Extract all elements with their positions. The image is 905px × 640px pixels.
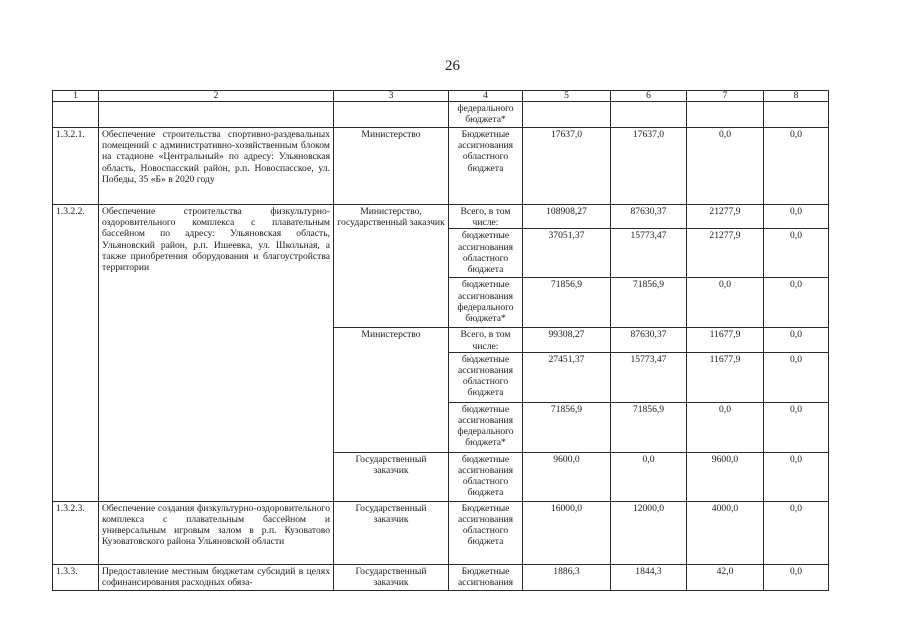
budget-table (52, 90, 829, 591)
cell-source: бюджетные ассигнования федерального бюджета* (449, 278, 523, 328)
cell-desc (99, 102, 334, 128)
cell-value: 21277,9 (687, 229, 764, 278)
cell-executor: Министерство (334, 128, 449, 205)
cell-value: 0,0 (764, 278, 829, 328)
column-header: 2 (99, 91, 334, 102)
cell-value: 0,0 (764, 564, 829, 590)
page-number: 26 (445, 58, 460, 74)
column-header: 5 (523, 91, 611, 102)
cell-value: 21277,9 (687, 205, 764, 229)
cell-num: 1.3.2.3. (53, 501, 99, 564)
table-row (53, 564, 829, 590)
cell-value: 0,0 (764, 205, 829, 229)
cell-desc: Обеспечение создания физкультурно-оздоровительного комплекса с плавательным бассейном и универсальным игровым залом в р.п. Кузоватово Кузоватовского района Ульяновской области (99, 501, 334, 564)
cell-executor: Министерство (334, 328, 449, 452)
cell-value: 87630,37 (611, 328, 687, 352)
cell-value: 0,0 (611, 452, 687, 501)
cell-source: Бюджетные ассигнования (449, 564, 523, 590)
cell-value: 17637,0 (611, 128, 687, 205)
cell-value: 71856,9 (611, 278, 687, 328)
cell-source: Всего, в том числе: (449, 205, 523, 229)
cell-value: 0,0 (764, 328, 829, 352)
cell-value: 0,0 (764, 352, 829, 402)
cell-value: 9600,0 (687, 452, 764, 501)
column-header: 8 (764, 91, 829, 102)
cell-source: бюджетные ассигнования федерального бюджета* (449, 402, 523, 452)
cell-num: 1.3.3. (53, 564, 99, 590)
cell-source: бюджетные ассигнования областного бюджета (449, 352, 523, 402)
cell-desc: Обеспечение строительства физкультурно-оздоровительного комплекса с плавательным бассейном по адресу: Ульяновская область, Ульяновский район, р.п. Ишеевка, ул. Школьная, а также приобретения оборудования и благоустройства территории (99, 205, 334, 502)
cell-value: 0,0 (687, 278, 764, 328)
cell-source: Бюджетные ассигнования областного бюджета (449, 128, 523, 205)
cell-value: 15773,47 (611, 352, 687, 402)
cell-value: 0,0 (764, 128, 829, 205)
cell-value: 1844,3 (611, 564, 687, 590)
header-row (53, 91, 829, 102)
cell-value: 108908,27 (523, 205, 611, 229)
cell-value: 0,0 (687, 128, 764, 205)
cell-value: 87630,37 (611, 205, 687, 229)
cell-executor (334, 102, 449, 128)
cell-desc: Обеспечение строительства спортивно-раздевальных помещений с административно-хозяйственным блоком на стадионе «Центральный» по адресу: Ульяновская область, Новоспасский район, р.п. Новоспасское, ул. Победы, 35 «Б» в 2020 году (99, 128, 334, 205)
cell-desc: Предоставление местным бюджетам субсидий в целях софинансирования расходных обяза- (99, 564, 334, 590)
cell-value: 16000,0 (523, 501, 611, 564)
column-header: 7 (687, 91, 764, 102)
cell-value: 0,0 (687, 402, 764, 452)
cell-value: 0,0 (764, 452, 829, 501)
table-row (53, 501, 829, 564)
cell-value: 12000,0 (611, 501, 687, 564)
cell-value: 9600,0 (523, 452, 611, 501)
cell-value: 4000,0 (687, 501, 764, 564)
cell-num: 1.3.2.1. (53, 128, 99, 205)
cell-value: 0,0 (764, 229, 829, 278)
cell-value: 99308,27 (523, 328, 611, 352)
cell-value (764, 102, 829, 128)
cell-value: 42,0 (687, 564, 764, 590)
cell-value (687, 102, 764, 128)
cell-value: 71856,9 (523, 402, 611, 452)
cell-value (523, 102, 611, 128)
cell-source: Бюджетные ассигнования областного бюджета (449, 501, 523, 564)
cell-source: бюджетные ассигнования областного бюджета (449, 229, 523, 278)
cell-value: 27451,37 (523, 352, 611, 402)
cell-value: 1886,3 (523, 564, 611, 590)
cell-value (611, 102, 687, 128)
cell-value: 0,0 (764, 402, 829, 452)
cell-source: бюджетные ассигнования областного бюджета (449, 452, 523, 501)
cell-value: 71856,9 (611, 402, 687, 452)
cell-value: 11677,9 (687, 352, 764, 402)
table-row (53, 128, 829, 205)
cell-value: 17637,0 (523, 128, 611, 205)
column-header: 3 (334, 91, 449, 102)
cell-executor: Государственный заказчик (334, 501, 449, 564)
cell-value: 71856,9 (523, 278, 611, 328)
cell-executor: Государственный заказчик (334, 452, 449, 501)
cell-source: федерального бюджета* (449, 102, 523, 128)
cell-value: 0,0 (764, 501, 829, 564)
continuation-row (53, 102, 829, 128)
column-header: 6 (611, 91, 687, 102)
cell-source: Всего, в том числе: (449, 328, 523, 352)
table-row (53, 205, 829, 229)
cell-executor: Государственный заказчик (334, 564, 449, 590)
column-header: 4 (449, 91, 523, 102)
cell-value: 15773,47 (611, 229, 687, 278)
cell-executor: Министерство, государственный заказчик (334, 205, 449, 328)
column-header: 1 (53, 91, 99, 102)
cell-value: 11677,9 (687, 328, 764, 352)
cell-value: 37051,37 (523, 229, 611, 278)
cell-num (53, 102, 99, 128)
cell-num: 1.3.2.2. (53, 205, 99, 502)
